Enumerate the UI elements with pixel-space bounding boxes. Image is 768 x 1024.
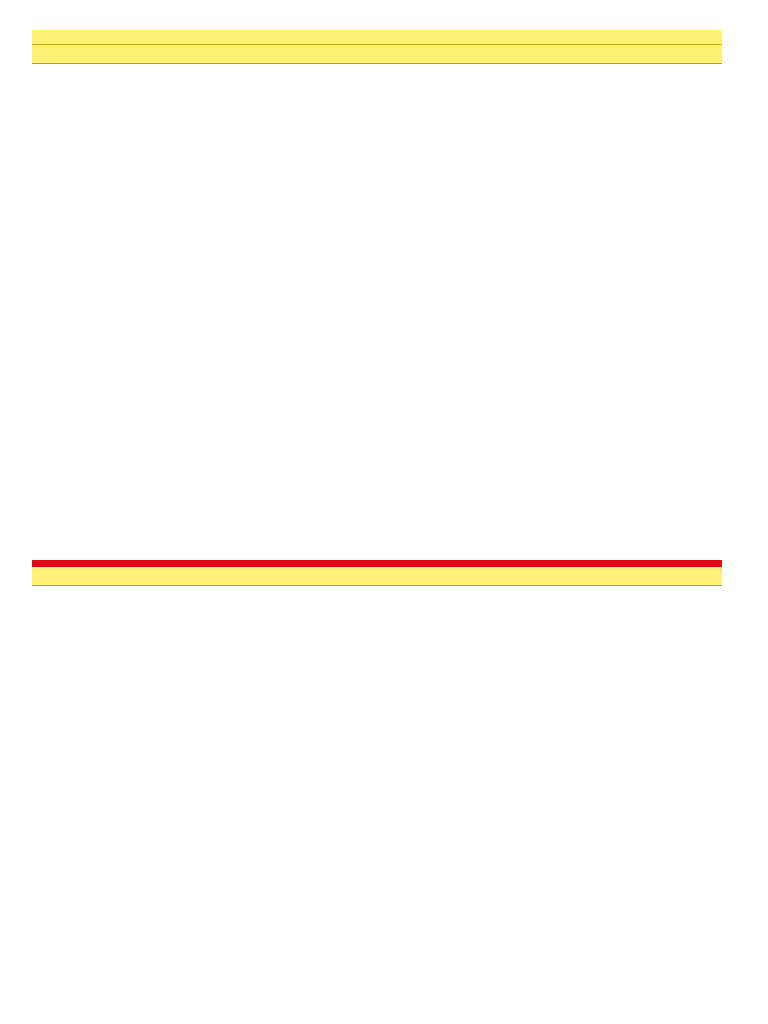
time-header <box>32 45 722 64</box>
timetable-continued <box>32 560 722 1024</box>
senior-timetable <box>32 30 722 538</box>
section-divider <box>32 560 722 567</box>
junior-time-header <box>32 567 722 586</box>
document-title <box>32 30 722 45</box>
